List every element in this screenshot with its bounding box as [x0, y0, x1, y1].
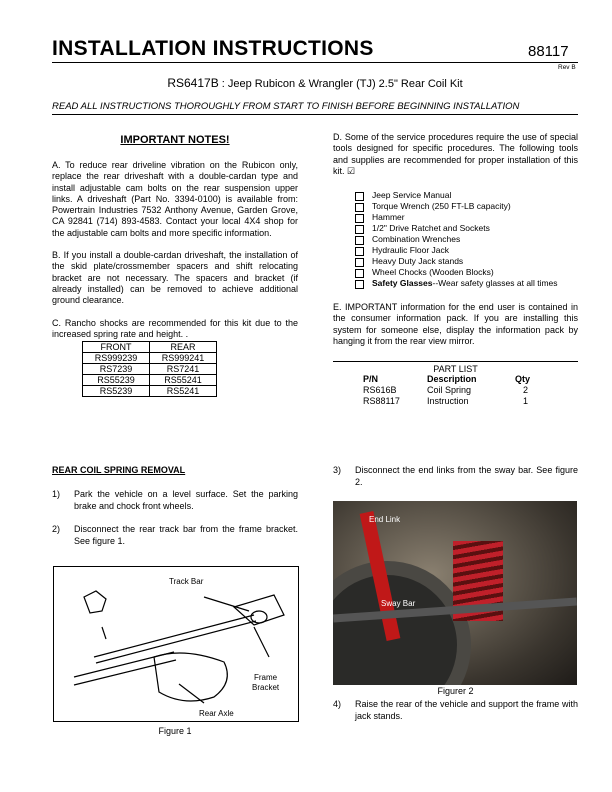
figure-1: [53, 566, 299, 722]
subtitle: [52, 76, 578, 90]
cell: Instruction: [427, 396, 469, 407]
step-4-block: [333, 699, 578, 722]
cell: RS5239: [83, 386, 150, 397]
table-row: [83, 375, 217, 386]
item-label: Torque Wrench (250 FT-LB capacity): [372, 201, 511, 212]
cell: RS999241: [150, 353, 217, 364]
col-desc: Description: [427, 374, 477, 385]
table-row: [83, 364, 217, 375]
item-label: Wheel Chocks (Wooden Blocks): [372, 267, 494, 278]
read-all-warning: READ ALL INSTRUCTIONS THOROUGHLY FROM START TO FINISH BEFORE BEGINNING INSTALLATION: [52, 101, 578, 115]
label-end-link: End Link: [369, 515, 401, 524]
kit-name: : Jeep Rubicon & Wrangler (TJ) 2.5" Rear Coil Kit: [218, 78, 463, 90]
checklist-item[interactable]: [355, 267, 578, 278]
step-2: [52, 524, 298, 547]
item-label: Jeep Service Manual: [372, 190, 452, 201]
figure-2-caption: Figurer 2: [437, 686, 474, 696]
checklist-item[interactable]: [355, 256, 578, 267]
cell: RS7239: [83, 364, 150, 375]
checklist-item[interactable]: [355, 223, 578, 234]
label-rear-axle: Rear Axle: [199, 709, 234, 718]
label-frame-bracket: [252, 673, 279, 693]
step-text: Park the vehicle on a level surface. Set the parking brake and chock front wheels.: [74, 489, 298, 511]
kit-code: RS6417B: [167, 76, 219, 90]
cell: RS999239: [83, 353, 150, 364]
tire: [333, 561, 471, 685]
note-b: B. If you install a double-cardan driveshaft, the installation of the skid plate/crossmember spacers and shift relocating bracket are not necessary. The spacers and bracket (if already installed) can be removed to achieve additional ground clearance.: [52, 250, 298, 306]
label-line: Bracket: [252, 683, 280, 692]
label-line: Frame: [254, 673, 278, 682]
cell: RS55239: [83, 375, 150, 386]
checkbox-icon[interactable]: [355, 258, 364, 267]
col-rear: REAR: [150, 342, 217, 353]
checkbox-icon[interactable]: [355, 214, 364, 223]
step-number: 2): [52, 524, 61, 534]
step-1: [52, 489, 298, 512]
checklist-item[interactable]: [355, 201, 578, 212]
document-title: INSTALLATION INSTRUCTIONS: [52, 37, 374, 60]
notes-right: [333, 132, 578, 407]
checkbox-icon[interactable]: [355, 280, 364, 289]
part-list-title: PART LIST: [433, 364, 478, 375]
note-a: A. To reduce rear driveline vibration on the Rubicon only, replace the rear driveshaft with a double-cardan type and install adjustable cam bolts on the rear suspension upper links. A driveshaft (Part No. 3394-0100) is available from: Powertrain Industries 7532 Anthony Avenue, Garden Grove, CA 92841 (714) 893-4583. Contact your local 4X4 shop for the adjustable cam bolts and more specific information.: [52, 160, 298, 238]
shock-table: [82, 341, 217, 397]
part-list-header: [363, 374, 578, 385]
notes-left: [52, 134, 298, 397]
step-text: Disconnect the end links from the sway bar. See figure 2.: [355, 465, 578, 487]
figure-1-caption: Figure 1: [158, 726, 192, 736]
removal-section: [52, 465, 298, 547]
step-number: 4): [333, 699, 342, 709]
checkbox-icon[interactable]: [355, 203, 364, 212]
removal-heading: REAR COIL SPRING REMOVAL: [52, 465, 186, 475]
step-3: [333, 465, 578, 488]
checkbox-icon[interactable]: [355, 192, 364, 201]
checkbox-icon[interactable]: [355, 269, 364, 278]
cell: Coil Spring: [427, 385, 472, 396]
col-pn: P/N: [363, 374, 379, 385]
checklist-item[interactable]: [355, 212, 578, 223]
cell: RS7241: [150, 364, 217, 375]
label-sway-bar: Sway Bar: [381, 599, 416, 608]
item-label: --Wear safety glasses at all times: [432, 278, 558, 289]
label-track-bar: Track Bar: [169, 577, 204, 586]
note-c: C. Rancho shocks are recommended for this kit due to the increased spring rate and height. .: [52, 317, 298, 339]
step-number: 1): [52, 489, 61, 499]
cell: RS616B: [363, 385, 397, 396]
cell: 1: [523, 396, 529, 407]
document-number: 88117: [528, 43, 569, 60]
checklist-item[interactable]: [355, 245, 578, 256]
col-qty: Qty: [515, 374, 531, 385]
table-row: [83, 353, 217, 364]
cell: RS55241: [150, 375, 217, 386]
step-4: [333, 699, 578, 722]
step-text: Disconnect the rear track bar from the frame bracket. See figure 1.: [74, 524, 298, 546]
checklist-item[interactable]: [355, 190, 578, 201]
checklist-item[interactable]: [355, 234, 578, 245]
table-row: [83, 386, 217, 397]
tools-checklist: [355, 190, 578, 289]
revision: Rev B: [558, 64, 576, 71]
step-3-block: [333, 465, 578, 488]
item-label-bold: Safety Glasses: [372, 278, 433, 289]
cell: RS88117: [363, 396, 400, 407]
col-front: FRONT: [83, 342, 150, 353]
item-label: Hydraulic Floor Jack: [372, 245, 449, 256]
cell: RS5241: [150, 386, 217, 397]
note-e: E. IMPORTANT information for the end user is contained in the consumer information pack. If you are installing this system for someone else, display the information pack by hanging it from the rear view mirror.: [333, 302, 578, 347]
item-label: 1/2" Drive Ratchet and Sockets: [372, 223, 490, 234]
table-row: [363, 385, 578, 396]
note-d: D. Some of the service procedures require the use of special tools designed for specific procedures. The following tools and supplies are recommended for proper installation of this kit. ☑: [333, 132, 578, 176]
checklist-item[interactable]: [355, 278, 578, 289]
title-rule: [52, 62, 578, 63]
part-list: [333, 361, 578, 407]
track-bar-diagram: [54, 567, 298, 721]
step-number: 3): [333, 465, 342, 475]
step-text: Raise the rear of the vehicle and support the frame with jack stands.: [355, 699, 578, 721]
item-label: Combination Wrenches: [372, 234, 461, 245]
checkbox-icon[interactable]: [355, 225, 364, 234]
cell: 2: [523, 385, 529, 396]
important-notes-heading: IMPORTANT NOTES!: [120, 134, 230, 146]
item-label: Heavy Duty Jack stands: [372, 256, 464, 267]
item-label: Hammer: [372, 212, 405, 223]
checkbox-icon[interactable]: [355, 247, 364, 256]
table-row: [363, 396, 578, 407]
checkbox-icon[interactable]: [355, 236, 364, 245]
figure-2-photo: [333, 501, 577, 685]
